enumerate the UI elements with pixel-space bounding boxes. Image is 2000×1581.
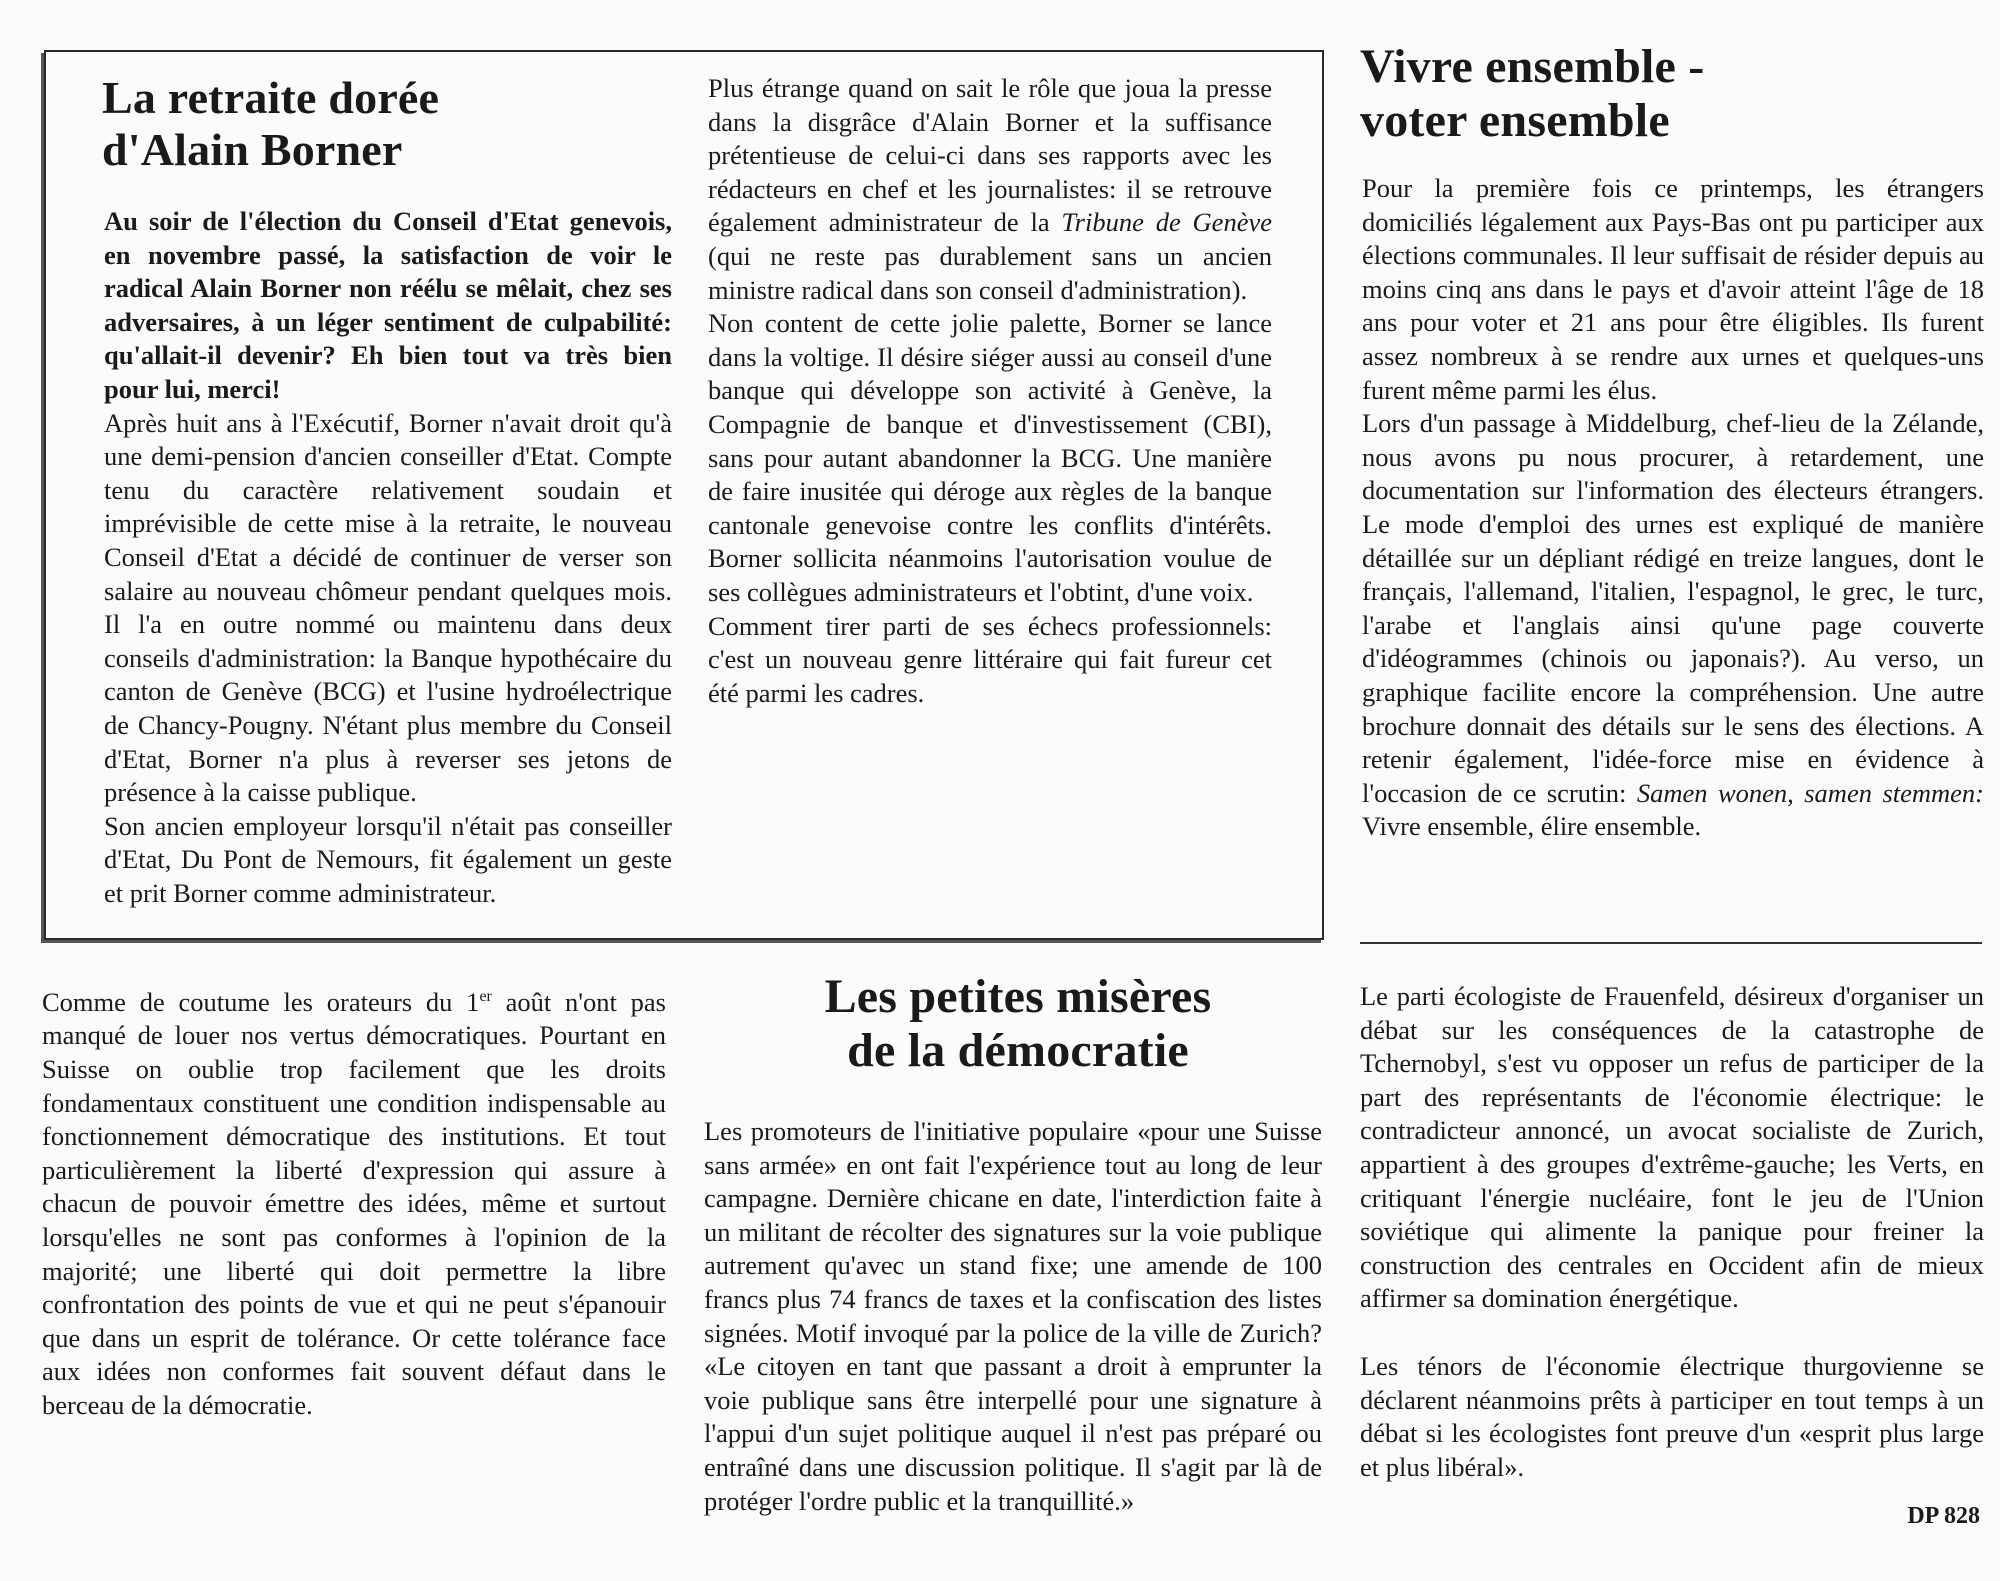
article1-paragraph: Comment tirer parti de ses échecs professionnels: c'est un nouveau genre littéraire qui fait fureur cet été parmi les cadres. (708, 610, 1272, 708)
article3-paragraph: Comme de coutume les orateurs du 1er août n'ont pas manqué de louer nos vertus démocratiques. Pourtant en Suisse on oublie trop facilement que les droits fondamentaux constituent une condition indispensable au fonctionnement démocratique des institutions. Et tout particulièrement la liberté d'expression qui assure à chacun de pouvoir émettre des idées, même et surtout lorsqu'elles ne sont pas conformes à l'opinion de la majorité; une liberté qui doit permettre la libre confrontation des points de vue et qui ne peut s'épanouir que dans un esprit de tolérance. Or cette tolérance face aux idées non conformes fait souvent défaut dans le berceau de la démocratie. (42, 986, 666, 1420)
article3-paragraph: Les promoteurs de l'initiative populaire «pour une Suisse sans armée» en ont fait l'expérience tout au long de leur campagne. Dernière chicane en date, l'interdiction faite à un militant de récolter des signatures sur la voie publique autrement qu'avec un stand fixe; une amende de 100 francs plus 74 francs de taxes et la confiscation des listes signées. Motif invoqué par la police de la ville de Zurich? «Le citoyen en tant que passant a droit à emprunter la voie publique sans être interpellé pour une signature à l'appui d'un sujet politique auquel il n'est pas préparé ou entraîné dans une discussion politique. Il s'agit par là de protéger l'ordre public et la tranquillité.» (704, 1116, 1322, 1516)
article1-lead: Au soir de l'élection du Conseil d'Etat genevois, en novembre passé, la satisfaction de voir le radical Alain Borner non réélu se mêlait, chez ses adversaires, à un léger sentiment de culpabilité: qu'allait-il devenir? Eh bien tout va très bien pour lui, merci! (104, 206, 672, 404)
article4-paragraph: Les ténors de l'économie électrique thurgovienne se déclarent néanmoins prêts à participer en tout temps à un débat si les écologistes font preuve d'un «esprit plus large et plus libéral». (1360, 1350, 1984, 1482)
article3-column-2 (704, 1115, 1322, 1518)
article-title-retraite: La retraite dorée d'Alain Borner (102, 72, 440, 175)
article1-column-1 (104, 205, 672, 910)
article-title-vivre-ensemble: Vivre ensemble - voter ensemble (1360, 40, 1705, 147)
article2-paragraph: Lors d'un passage à Middelburg, chef-lieu de la Zélande, nous avons pu nous procurer, à retardement, une documentation sur l'information des électeurs étrangers. Le mode d'emploi des urnes est expliqué de manière détaillée sur un dépliant rédigé en treize langues, dont le français, l'allemand, l'italien, l'espagnol, le grec, le turc, l'arabe et l'anglais ainsi qu'une page couverte d'idéogrammes (chinois ou japonais?). Au verso, un graphique facilite encore la compréhension. Une autre brochure donnait des détails sur le sens des élections. A retenir également, l'idée-force mise en évidence à l'occasion de ce scrutin: Samen wonen, samen stemmen: Vivre ensemble, élire ensemble. (1362, 408, 1984, 842)
article2-paragraph: Pour la première fois ce printemps, les étrangers domiciliés légalement aux Pays-Bas ont pu participer aux élections communales. Il leur suffisait de résider depuis au moins cinq ans dans le pays et d'avoir atteint l'âge de 18 ans pour voter et 21 ans pour être éligibles. Ils furent assez nombreux à se rendre aux urnes et quelques-uns furent même parmi les élus. (1362, 173, 1984, 405)
article4-column (1360, 980, 1984, 1484)
article-title-petites-miseres: Les petites misères de la démocratie (824, 970, 1212, 1077)
column-divider-rule (1360, 942, 1982, 944)
article4-paragraph: Le parti écologiste de Frauenfeld, désireux d'organiser un débat sur les conséquences de la catastrophe de Tchernobyl, s'est vu opposer un refus de participer de la part des représentants de l'économie électrique: le contradicteur annoncé, un avocat socialiste de Zurich, appartient à des groupes d'extrême-gauche; les Verts, en critiquant l'énergie nucléaire, font le jeu de l'Union soviétique qui alimente la panique pour freiner la construction des centrales en Occident afin de mieux affirmer sa domination énergétique. (1360, 981, 1984, 1314)
article1-column-2 (708, 72, 1272, 710)
article1-paragraph: Non content de cette jolie palette, Borner se lance dans la voltige. Il désire siéger aussi au conseil d'une banque qui développe son activité à Genève, la Compagnie de banque et d'investissement (CBI), sans pour autant abandonner la BCG. Une manière de faire inusitée qui déroge aux règles de la banque cantonale genevoise contre les conflits d'intérêts. Borner sollicita néanmoins l'autorisation voulue de ses collègues administrateurs et l'obtint, d'une voix. (708, 308, 1272, 607)
article3-column-1 (42, 980, 666, 1423)
article1-paragraph: Son ancien employeur lorsqu'il n'était pas conseiller d'Etat, Du Pont de Nemours, fit également un geste et prit Borner comme administrateur. (104, 810, 672, 908)
page-footer-issue: DP 828 (1907, 1503, 1980, 1529)
article2-column (1362, 172, 1984, 844)
article1-paragraph: Plus étrange quand on sait le rôle que joua la presse dans la disgrâce d'Alain Borner et la suffisance prétentieuse de celui-ci dans ses rapports avec les rédacteurs en chef et les journalistes: il se retrouve également administrateur de la Tribune de Genève (qui ne reste pas durablement sans un ancien ministre radical dans son conseil d'administration). (708, 73, 1272, 305)
article1-paragraph: Après huit ans à l'Exécutif, Borner n'avait droit qu'à une demi-pension d'ancien conseiller d'Etat. Compte tenu du caractère relativement soudain et imprévisible de cette mise à la retraite, le nouveau Conseil d'Etat a décidé de continuer de verser son salaire au nouveau chômeur pendant quelques mois. Il l'a en outre nommé ou maintenu dans deux conseils d'administration: la Banque hypothécaire du canton de Genève (BCG) et l'usine hydroélectrique de Chancy-Pougny. N'étant plus membre du Conseil d'Etat, Borner n'a plus à reverser ses jetons de présence à la caisse publique. (104, 407, 672, 808)
